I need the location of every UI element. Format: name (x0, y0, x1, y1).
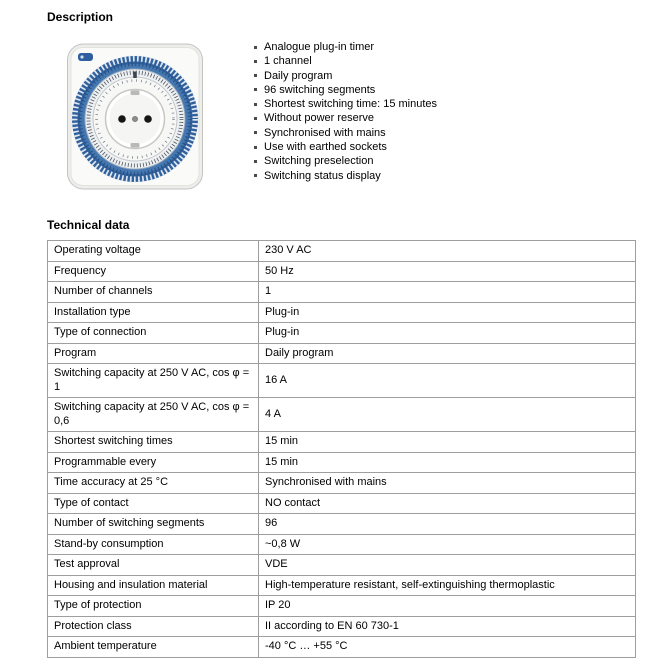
feature-item: Synchronised with mains (253, 126, 437, 140)
table-cell-value: 96 (259, 514, 636, 535)
table-cell-value: 15 min (259, 432, 636, 453)
table-cell-value: II according to EN 60 730-1 (259, 616, 636, 637)
table-row (48, 452, 636, 473)
table-cell-value: 1 (259, 282, 636, 303)
table-cell-label: Protection class (48, 616, 259, 637)
table-row (48, 493, 636, 514)
technical-data-heading: Technical data (47, 218, 130, 232)
table-cell-value: NO contact (259, 493, 636, 514)
feature-item: Without power reserve (253, 111, 437, 125)
table-cell-label: Type of connection (48, 323, 259, 344)
table-cell-label: Type of contact (48, 493, 259, 514)
table-row (48, 364, 636, 398)
table-row (48, 514, 636, 535)
table-cell-value: -40 °C … +55 °C (259, 637, 636, 658)
table-row (48, 473, 636, 494)
feature-item: Daily program (253, 69, 437, 83)
table-row (48, 534, 636, 555)
technical-data-section (47, 218, 634, 658)
product-image (65, 40, 205, 192)
feature-item: Analogue plug-in timer (253, 40, 437, 54)
feature-item: 96 switching segments (253, 83, 437, 97)
table-cell-value: VDE (259, 555, 636, 576)
description-heading: Description (47, 10, 114, 24)
table-cell-value: IP 20 (259, 596, 636, 617)
table-cell-label: Time accuracy at 25 °C (48, 473, 259, 494)
timer-illustration (65, 40, 205, 192)
table-cell-value: Plug-in (259, 302, 636, 323)
table-row (48, 261, 636, 282)
technical-data-table-body (48, 241, 636, 658)
feature-item: Use with earthed sockets (253, 140, 437, 154)
table-cell-label: Type of protection (48, 596, 259, 617)
table-row (48, 616, 636, 637)
table-cell-label: Number of channels (48, 282, 259, 303)
table-cell-label: Frequency (48, 261, 259, 282)
table-row (48, 555, 636, 576)
table-cell-value: 4 A (259, 398, 636, 432)
feature-item: Switching preselection (253, 154, 437, 168)
table-row (48, 241, 636, 262)
table-cell-label: Housing and insulation material (48, 575, 259, 596)
table-cell-label: Stand-by consumption (48, 534, 259, 555)
feature-item: 1 channel (253, 54, 437, 68)
table-cell-value: Daily program (259, 343, 636, 364)
description-section (47, 10, 634, 192)
table-cell-label: Switching capacity at 250 V AC, cos φ = 1 (48, 364, 259, 398)
feature-list (253, 40, 437, 183)
table-row (48, 575, 636, 596)
table-cell-label: Installation type (48, 302, 259, 323)
table-row (48, 282, 636, 303)
table-cell-value: Plug-in (259, 323, 636, 344)
timer-switch-icon (78, 53, 93, 61)
table-cell-value: Synchronised with mains (259, 473, 636, 494)
technical-data-table (47, 240, 636, 658)
socket-hole-right (144, 115, 152, 123)
time-marker-icon (133, 72, 137, 79)
table-cell-value: High-temperature resistant, self-extinguishing thermoplastic (259, 575, 636, 596)
table-row (48, 398, 636, 432)
feature-item: Switching status display (253, 169, 437, 183)
socket-hole-left (118, 115, 126, 123)
table-cell-label: Program (48, 343, 259, 364)
table-cell-value: 50 Hz (259, 261, 636, 282)
table-cell-label: Test approval (48, 555, 259, 576)
table-cell-label: Switching capacity at 250 V AC, cos φ = 0,6 (48, 398, 259, 432)
table-cell-value: 230 V AC (259, 241, 636, 262)
table-row (48, 343, 636, 364)
description-content (47, 32, 634, 192)
table-row (48, 323, 636, 344)
table-cell-label: Shortest switching times (48, 432, 259, 453)
table-cell-label: Programmable every (48, 452, 259, 473)
table-row (48, 432, 636, 453)
table-row (48, 596, 636, 617)
table-row (48, 637, 636, 658)
table-cell-label: Ambient temperature (48, 637, 259, 658)
table-cell-value: 16 A (259, 364, 636, 398)
socket-screw (132, 116, 137, 121)
table-row (48, 302, 636, 323)
table-cell-label: Number of switching segments (48, 514, 259, 535)
table-cell-label: Operating voltage (48, 241, 259, 262)
feature-item: Shortest switching time: 15 minutes (253, 97, 437, 111)
table-cell-value: ~0,8 W (259, 534, 636, 555)
table-cell-value: 15 min (259, 452, 636, 473)
